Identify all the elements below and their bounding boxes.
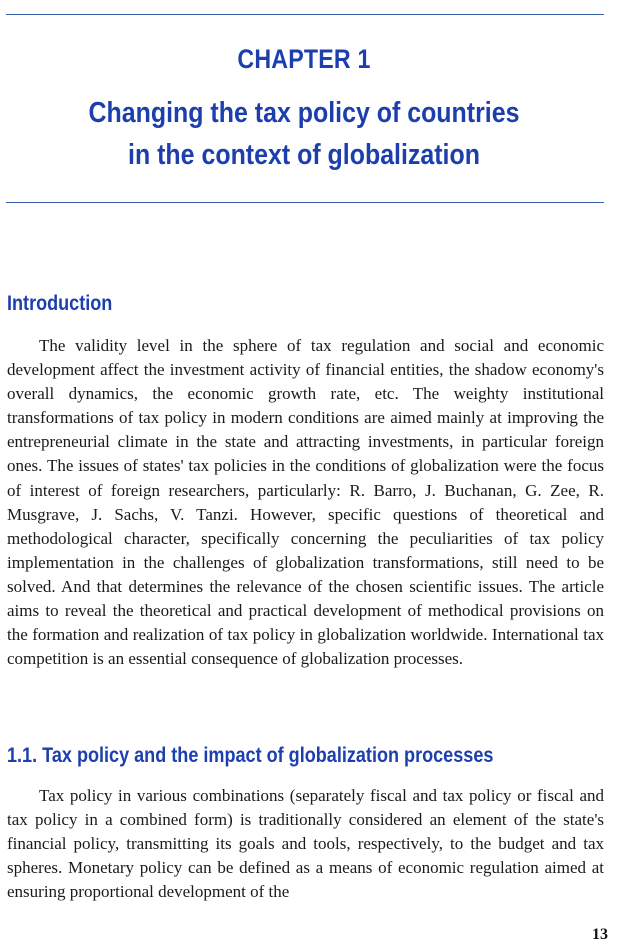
chapter-title (43, 92, 566, 176)
chapter-title-line-2: in the context of globalization (128, 139, 480, 171)
section-paragraph: Tax policy in various combinations (separately fiscal and tax policy or fiscal and tax policy in a combined form) is traditionally considered an element of the state's financial policy, transmitting its goals and tools, respectively, to the budget and tax spheres. Monetary policy can be defined as a means of economic regulation aimed at ensuring proportional development of the (7, 786, 604, 902)
bottom-rule (6, 202, 604, 203)
chapter-label: CHAPTER 1 (237, 44, 371, 74)
page-number: 13 (592, 926, 608, 943)
section-heading: 1.1. Tax policy and the impact of globalization processes (7, 744, 494, 767)
top-rule (6, 14, 604, 15)
introduction-paragraph: The validity level in the sphere of tax regulation and social and economic development affect the investment activity of financial entities, the shadow economy's overall dynamics, the economic growth rate, etc. The weighty institutional transformations of tax policy in modern conditions are aimed mainly at improving the entrepreneurial climate in the state and attracting investments, in particular foreign ones. The issues of states' tax policies in the conditions of globalization were the focus of interest of foreign researchers, particularly: R. Barro, J. Buchanan, G. Zee, R. Musgrave, J. Sachs, V. Tanzi. However, specific questions of theoretical and methodological character, specifically concerning the peculiarities of tax policy implementation in the challenges of globalization transformations, still need to be solved. And that determines the relevance of the chosen scientific issues. The article aims to reveal the theoretical and practical development of methodical provisions on the formation and realization of tax policy in globalization worldwide. International tax competition is an essential consequence of globalization processes. (7, 336, 604, 669)
introduction-heading: Introduction (7, 292, 113, 315)
chapter-title-line-1: Changing the tax policy of countries (88, 97, 520, 129)
